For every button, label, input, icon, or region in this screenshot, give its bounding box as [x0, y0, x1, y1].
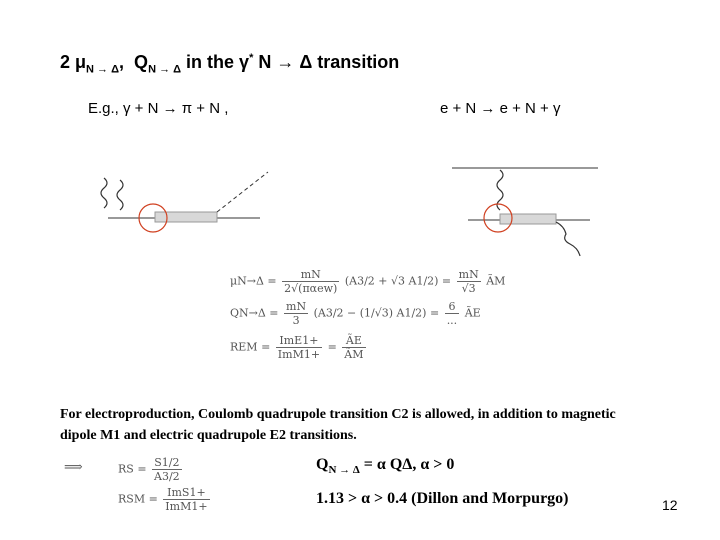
q-relation-q: Q [316, 456, 329, 473]
eq-mu-num: mN [282, 268, 339, 282]
eq-q-lhs: QN→Δ = [230, 306, 279, 320]
eq-mu-den2: √3 [461, 282, 476, 295]
eq-q-tail: ÃE [464, 306, 481, 320]
eq-q-frac2 [445, 300, 460, 327]
eq-rsm-frac [163, 486, 209, 513]
eq-q-num2: 6 [445, 300, 460, 314]
title-sub1: N → Δ [86, 63, 120, 76]
q-relation-sub: N → Δ [328, 464, 360, 477]
eq-mu-paren: (A3/2 + √3 A1/2) = [344, 274, 452, 288]
eq-r-den: ImM1+ [277, 348, 321, 361]
eq-r-num2: ÃE [342, 334, 365, 348]
page-number: 12 [662, 497, 678, 513]
eq-rs-den: A3/2 [154, 470, 180, 483]
eq-r-frac1 [276, 334, 322, 361]
eq-r-lhs: REM = [230, 340, 271, 354]
q-relation-rest: = α QΔ, α > 0 [363, 456, 455, 473]
q-relation [316, 456, 454, 476]
eq-mu-num2: mN [458, 268, 479, 281]
eq-r-frac2 [342, 334, 365, 361]
delta-bar-left [155, 212, 217, 222]
eq-mu-lhs: μN→Δ = [230, 274, 277, 288]
right-diagram [452, 168, 598, 256]
equation-rs [118, 456, 184, 483]
title-mu: μ [75, 52, 87, 72]
eq-rsm-den: ImM1+ [165, 500, 208, 513]
eq-r-eq: = [327, 340, 337, 354]
delta-bar-right [500, 214, 556, 224]
eq-rsm-lhs: RSM = [118, 492, 158, 506]
eq-q-num: mN [286, 300, 307, 313]
title-text2: N → Δ transition [258, 52, 400, 72]
eq-rsm-num: ImS1+ [163, 486, 209, 500]
equation-q [230, 300, 481, 327]
equation-rsm [118, 486, 212, 513]
title-star: * [249, 52, 254, 64]
equation-mu [230, 268, 505, 295]
example-left: E.g., γ + N → π + N , [88, 100, 229, 117]
left-diagram [101, 172, 268, 232]
photon-wave-left-2 [117, 180, 123, 210]
eq-r-num: ImE1+ [276, 334, 322, 348]
eq-rs-lhs: RS = [118, 462, 147, 476]
title-comma: , [119, 52, 125, 72]
eq-q-den: 3 [292, 314, 300, 327]
implies-arrow: ⟹ [64, 460, 83, 475]
title-sub2: N → Δ [148, 63, 182, 76]
eq-rs-num: S1/2 [152, 456, 182, 470]
alpha-range: 1.13 > α > 0.4 (Dillon and Morpurgo) [316, 490, 569, 507]
eq-r-den2: ÃM [344, 348, 364, 361]
eq-mu-den: 2√(παew) [284, 282, 338, 295]
eq-mu-frac1 [282, 268, 339, 295]
eq-mu-frac2 [457, 268, 481, 295]
eq-rs-frac [152, 456, 182, 483]
eq-q-frac1 [284, 300, 308, 327]
example-right: e + N → e + N + γ [440, 100, 561, 117]
photon-wave-out-right [556, 222, 580, 256]
photon-wave-left-1 [101, 178, 107, 208]
equation-rem [230, 334, 368, 361]
eq-mu-tail: ÃM [486, 274, 506, 288]
title-prefix: 2 [60, 52, 71, 72]
eq-q-den2: ... [446, 314, 458, 327]
title-q: Q [134, 52, 149, 72]
pion-line-left [217, 172, 268, 212]
eq-q-paren: (A3/2 − (1/√3) A1/2) = [313, 306, 440, 320]
electroproduction-paragraph: For electroproduction, Coulomb quadrupole transition C2 is allowed, in addition to magnetic dipole M1 and electric quadrupole E2 transitions. [60, 407, 616, 443]
title-text1: in the γ [186, 52, 250, 72]
